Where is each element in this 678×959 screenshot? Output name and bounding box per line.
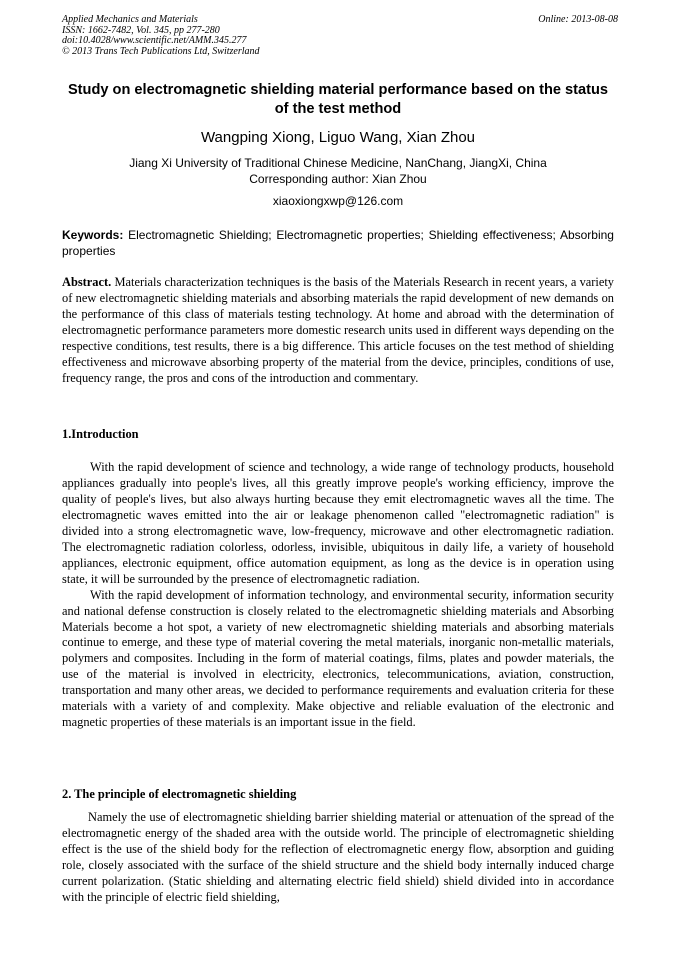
section-heading-introduction: 1.Introduction bbox=[62, 427, 139, 441]
affiliation-block bbox=[62, 155, 614, 187]
journal-header bbox=[62, 15, 618, 57]
online-date: Online: 2013-08-08 bbox=[538, 14, 618, 25]
paper-title: Study on electromagnetic shielding material performance based on the status of the test method bbox=[67, 82, 609, 117]
affiliation: Jiang Xi University of Traditional Chinese Medicine, NanChang, JiangXi, China bbox=[129, 156, 547, 170]
author-email: xiaoxiongxwp@126.com bbox=[272, 194, 404, 208]
corresponding-author: Corresponding author: Xian Zhou bbox=[249, 172, 427, 186]
abstract-text: Materials characterization techniques is the basis of the Materials Research in recent years, a variety of new electromagnetic shielding materials and absorbing materials the rapid development of new demands on the performance of this class of materials testing technology. At home and abroad with the determination of electromagnetic performance parameters more domestic research units used in different ways depending on the respective conditions, test results, there is a big difference. This article focuses on the test method of shielding effectiveness and microwave absorbing property of the material from the device, principles, conditions of use, frequency range, the pros and cons of the introduction and commentary. bbox=[62, 275, 614, 385]
intro-paragraph-1: With the rapid development of science and technology, a wide range of technology products, household appliances gradually into people's lives, all this greatly improve people's working efficiency, improve the quality of people's lives, but also always hurting because they emit electromagnetic waves all the time. The electromagnetic waves emitted into the air or leakage phenomenon called "electromagnetic radiation" is divided into a strong electromagnetic wave, low-frequency, microwave and other electromagnetic radiation. The electromagnetic radiation colorless, odorless, invisible, ubiquitous in daily life, a variety of household appliances, electronic equipment, office automation equipment, as long as the device is in operation using state, it will be surrounded by the presence of electromagnetic radiation. bbox=[62, 460, 614, 586]
keywords-label: Keywords: bbox=[62, 228, 124, 242]
introduction-section bbox=[62, 460, 614, 731]
doi-line: doi:10.4028/www.scientific.net/AMM.345.277 bbox=[62, 35, 247, 47]
keywords-block bbox=[62, 228, 614, 259]
abstract bbox=[62, 275, 614, 387]
author-list: Wangping Xiong, Liguo Wang, Xian Zhou bbox=[200, 129, 476, 146]
journal-name: Applied Mechanics and Materials bbox=[62, 14, 198, 25]
abstract-label: Abstract. bbox=[62, 275, 112, 289]
intro-paragraph-2: With the rapid development of information technology, and environmental security, information security and national defense construction is closely related to the electromagnetic shielding materials and Absorbing Materials become a hot spot, a variety of new electromagnetic shielding materials and absorbing materials continue to emerge, and these type of material covering the metal materials, inorganic non-metallic materials, polymers and composites. Including in the form of material coatings, films, plates and powder materials, the use of the material is involved in electricity, electronics, telecommunications, aviation, construction, transportation and many other areas, we decided to performance requirements and evaluation criteria for these materials with a variety of and complexity. Make objective and reliable evaluation of the electronic and magnetic properties of these materials is an important issue in the field. bbox=[62, 587, 614, 730]
copyright-line: © 2013 Trans Tech Publications Ltd, Switzerland bbox=[62, 45, 260, 57]
issn-line: ISSN: 1662-7482, Vol. 345, pp 277-280 bbox=[62, 24, 220, 36]
principle-section bbox=[62, 810, 614, 906]
keywords-text: Electromagnetic Shielding; Electromagnetic properties; Shielding effectiveness; Absorbing properties bbox=[62, 228, 614, 258]
section-heading-principle: 2. The principle of electromagnetic shielding bbox=[62, 787, 297, 801]
principle-paragraph-1: Namely the use of electromagnetic shielding barrier shielding material or attenuation of the spread of the electromagnetic energy of the shaded area with the outside world. The principle of electromagnetic shielding effect is the use of the shield body for the reflection of electromagnetic energy flow, absorption and guiding role, closely associated with the surface of the shield structure and the shield body internally induced charge current polarization. (Static shielding and alternating electric field shield) shield divided into in accordance with the principle of electric field shielding, bbox=[62, 810, 614, 904]
